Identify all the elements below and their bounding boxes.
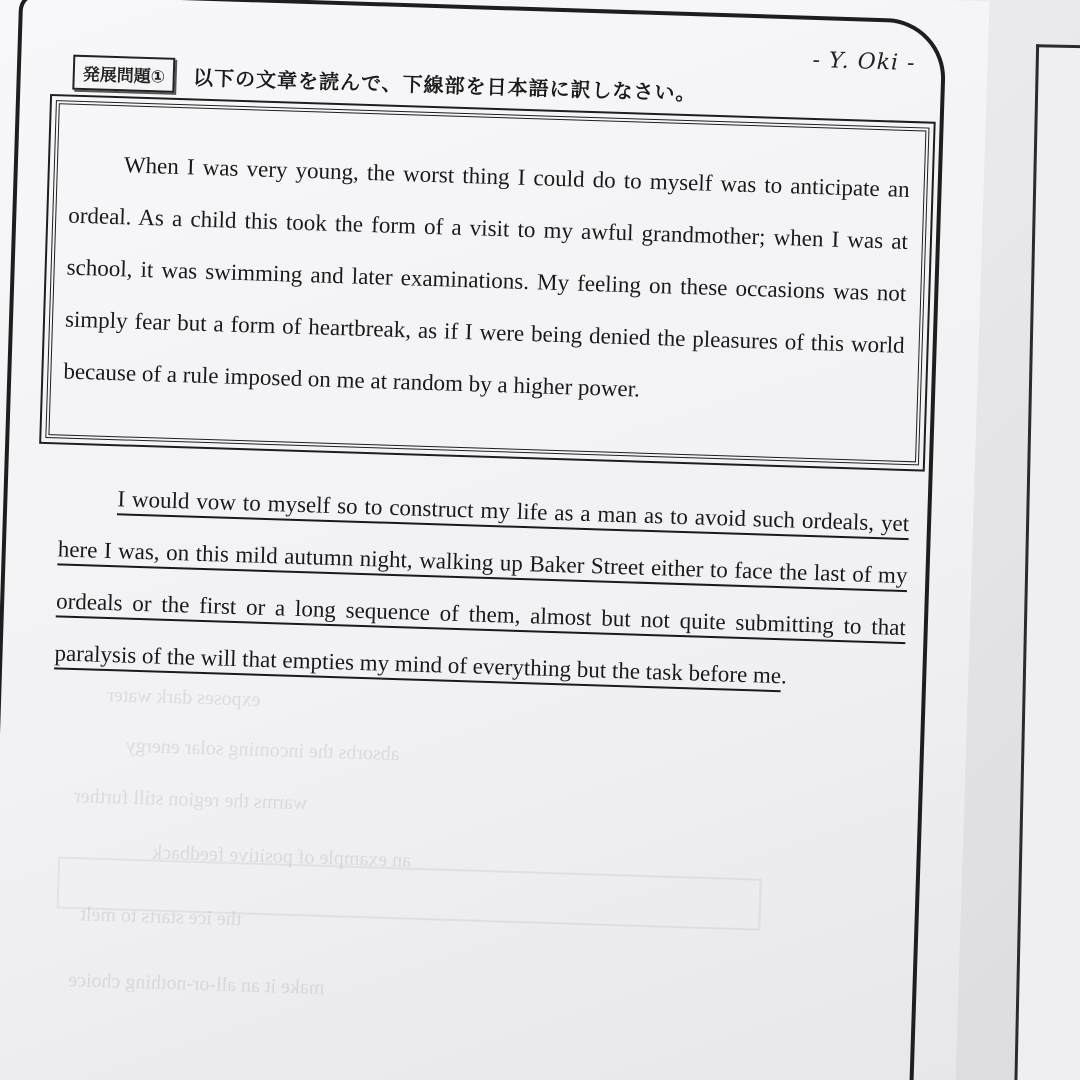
- bleed-through-text: warms the region still further: [73, 785, 308, 815]
- bleed-through-text: make it an all-or-nothing choice: [67, 968, 325, 999]
- passage-paragraph-2: [54, 471, 910, 706]
- underlined-translation-target: I would vow to myself so to construct my life as a man as to avoid such ordeals, yet here I was, on this mild autumn night, walking up Baker Street either to face the last of my ordeals or the first or a long sequence of them, almost but not quite submitting to that paralysis of the will that empties my mind of everything but the task before me: [54, 486, 910, 689]
- bleed-through-text: exposes dark water: [106, 684, 261, 711]
- passage-paragraph-1: When I was very young, the worst thing I could do to myself was to anticipate an ordeal. As a child this took the form of a visit to my awful grandmother; when I was at school, it was swimming and later examinations. My feeling on these occasions was not simply fear but a form of heartbreak, as if I were being denied the pleasures of this world because of a rule imposed on me at random by a higher power.: [63, 152, 910, 402]
- adjacent-page-edge: [1014, 44, 1080, 1080]
- bleed-through-text: absorbs the incoming solar energy: [125, 734, 400, 766]
- bleed-through-text: the ice starts to melt: [80, 903, 242, 931]
- author-signature: - Y. Oki -: [812, 47, 916, 77]
- bleed-through-text: an example of positive feedback: [152, 841, 412, 872]
- paragraph-2-period: .: [780, 663, 788, 689]
- question-instruction: 以下の文章を読んで、下線部を日本語に訳しなさい。: [192, 65, 697, 106]
- question-tag: 発展問題①: [72, 55, 175, 93]
